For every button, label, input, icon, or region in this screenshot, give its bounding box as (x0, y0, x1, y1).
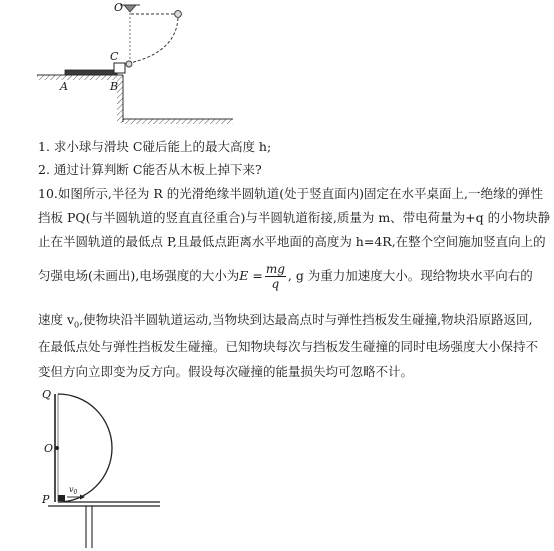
problem10-line6: 在最低点处与弹性挡板发生碰撞。已知物块每次与挡板发生碰撞的同时电场强度大小保持不 (38, 339, 539, 354)
label-a: A (60, 80, 68, 93)
label-q: Q (42, 388, 52, 401)
ground-hatched (123, 119, 233, 124)
wooden-board (65, 70, 117, 75)
problem10-line7: 变但方向立即变为反方向。假设每次碰撞的能量损失均可忽略不计。 (38, 364, 414, 379)
line5-post: ,使物块沿半圆轨道运动,当物块到达最高点时与弹性挡板发生碰撞,物块沿原路返回, (79, 312, 533, 327)
problem10-line2: 挡板 PQ(与半圆轨道的竖直直径重合)与半圆轨道衔接,质量为 m、带电荷量为+q 的小物块静 (38, 210, 551, 225)
label-v0 (69, 485, 78, 496)
problem10-line5 (38, 312, 533, 334)
formula-e: E = (239, 268, 263, 283)
question-2: 2. 通过计算判断 C能否从木板上掉下来? (38, 162, 262, 177)
label-o: O (114, 1, 124, 14)
problem10-line3: 止在半圆轨道的最低点 P,且最低点距离水平地面的高度为 h=4R,在整个空间施加竖直向上的 (38, 234, 546, 249)
problem10-line1: 10.如图所示,半径为 R 的光滑绝缘半圆轨道(处于竖直面内)固定在水平桌面上,一绝缘的弹性 (38, 186, 543, 201)
formula-fraction (265, 262, 286, 291)
figure-semicircle-track (48, 394, 160, 548)
label-v: v (69, 485, 74, 494)
line5-pre: 速度 v (38, 312, 75, 327)
fraction-denominator: q (271, 277, 280, 291)
line5-sub: 0 (74, 320, 80, 330)
label-p: P (42, 493, 50, 506)
label-c: C (110, 50, 119, 63)
label-o2: O (44, 442, 54, 455)
problem10-line4 (38, 258, 533, 294)
fraction-numerator: mg (265, 262, 285, 276)
table-top-hatched (37, 75, 117, 80)
ball-bottom (126, 61, 132, 67)
pendulum-arc-path (130, 18, 178, 63)
ball-initial (175, 11, 182, 18)
block-c (114, 63, 125, 73)
line4-post: , g 为重力加速度大小。现给物块水平向右的 (287, 268, 533, 283)
line4-pre: 匀强电场(未画出),电场强度的大小为 (38, 268, 240, 283)
question-1: 1. 求小球与滑块 C碰后能上的最大高度 h; (38, 139, 272, 154)
label-b: B (110, 80, 119, 93)
label-v-sub: 0 (73, 489, 78, 496)
